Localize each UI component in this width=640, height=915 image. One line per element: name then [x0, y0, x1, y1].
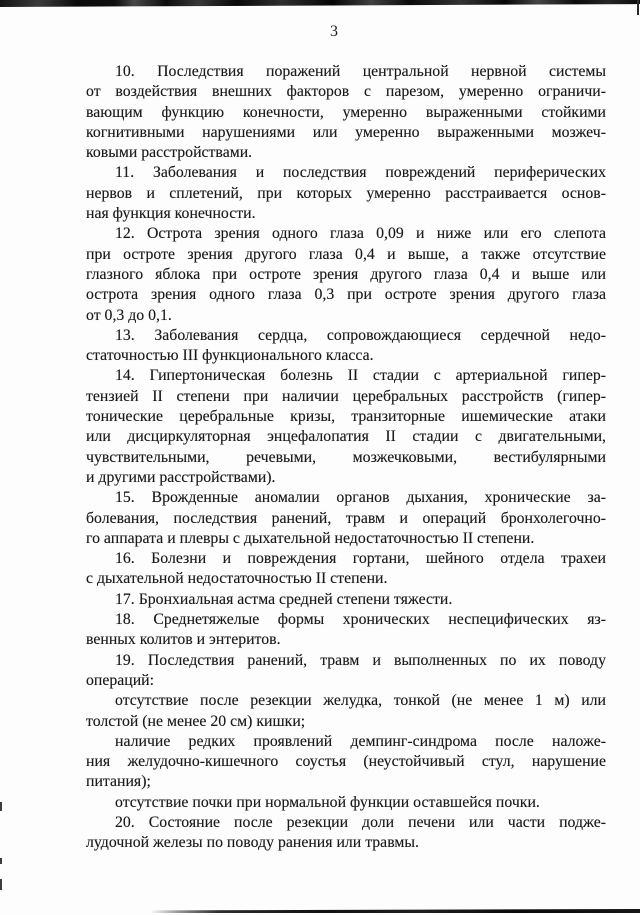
text-line: отсутствие почки при нормальной функции оставшейся почки. [115, 793, 540, 811]
text-line: 11. Заболевания и последствия повреждений периферических [115, 164, 606, 182]
text-line: ная функция конечности. [86, 205, 256, 223]
text-line: от 0,3 до 0,1. [86, 306, 172, 324]
scan-artifact-left-dash [0, 879, 2, 890]
text-line: го аппарата и плевры с дыхательной недостаточностью II степени. [86, 529, 535, 547]
text-line: или дисциркуляторная энцефалопатия II стадии с двигательными, [86, 428, 606, 446]
text-line: с дыхательной недостаточностью II степени. [86, 570, 388, 588]
text-line: 10. Последствия поражений центральной нервной системы [115, 63, 606, 80]
text-line: 14. Гипертоническая болезнь II стадии с артериальной гипер- [115, 367, 606, 385]
text-line: ковыми расстройствами. [86, 144, 253, 162]
text-line: глазного яблока при остроте зрения другого глаза 0,4 и выше или [86, 265, 606, 283]
scan-artifact-right-mark [637, 0, 639, 15]
text-line: 13. Заболевания сердца, сопровождающиеся сердечной недо- [115, 326, 606, 344]
text-line: тензией II степени при наличии церебральных расстройств (гипер- [86, 387, 606, 405]
text-line: 20. Состояние после резекции доли печени или части подже- [115, 813, 606, 831]
text-line: питания); [86, 773, 151, 791]
text-line: 18. Среднетяжелые формы хронических неспецифических яз- [115, 611, 606, 629]
text-line: статочностью III функционального класса. [86, 347, 374, 365]
text-line: и другими расстройствами). [86, 468, 276, 486]
text-line: при остроте зрения другого глаза 0,4 и выше, а также отсутствие [86, 245, 606, 263]
scan-artifact-top-bar [0, 0, 640, 7]
text-line: от воздействия внешних факторов с парезом, умеренно ограничи- [86, 83, 606, 101]
page-number: 3 [330, 23, 338, 40]
text-line: тонические церебральные кризы, транзиторные ишемические атаки [86, 408, 606, 426]
text-line: операций: [86, 671, 155, 689]
text-line: 12. Острота зрения одного глаза 0,09 и ниже или его слепота [115, 225, 606, 243]
scan-artifact-left-dash [0, 858, 2, 864]
text-line: болевания, последствия ранений, травм и операций бронхолегочно- [86, 509, 606, 527]
text-line: отсутствие после резекции желудка, тонкой (не менее 1 м) или [115, 692, 606, 710]
text-line: когнитивными нарушениями или умеренно выраженными мозжеч- [86, 123, 606, 141]
text-line: нервов и сплетений, при которых умеренно расстраивается основ- [86, 184, 606, 202]
text-line: вающим функцию конечности, умеренно выраженными стойкими [86, 103, 606, 121]
text-line: 16. Болезни и повреждения гортани, шейного отдела трахеи [115, 550, 606, 568]
text-line: 19. Последствия ранений, травм и выполненных по их поводу [115, 651, 606, 669]
text-line: венных колитов и энтеритов. [86, 631, 281, 649]
scan-artifact-left-dash [0, 802, 2, 811]
text-line: 15. Врожденные аномалии органов дыхания, хронические за- [115, 489, 606, 507]
document-body [86, 62, 606, 854]
scan-artifact-bottom-bar [150, 909, 640, 913]
text-line: наличие редких проявлений демпинг-синдрома после наложе- [115, 732, 606, 750]
text-line: чувствительными, речевыми, мозжечковыми, вестибулярными [86, 448, 606, 466]
text-line: толстой (не менее 20 см) кишки; [86, 712, 306, 730]
text-line: лудочной железы по поводу ранения или травмы. [86, 834, 419, 852]
text-line: острота зрения одного глаза 0,3 при остроте зрения другого глаза [86, 286, 606, 304]
text-line: 17. Бронхиальная астма средней степени тяжести. [115, 590, 453, 608]
text-line: ния желудочно-кишечного соустья (неустойчивый стул, нарушение [86, 753, 606, 771]
